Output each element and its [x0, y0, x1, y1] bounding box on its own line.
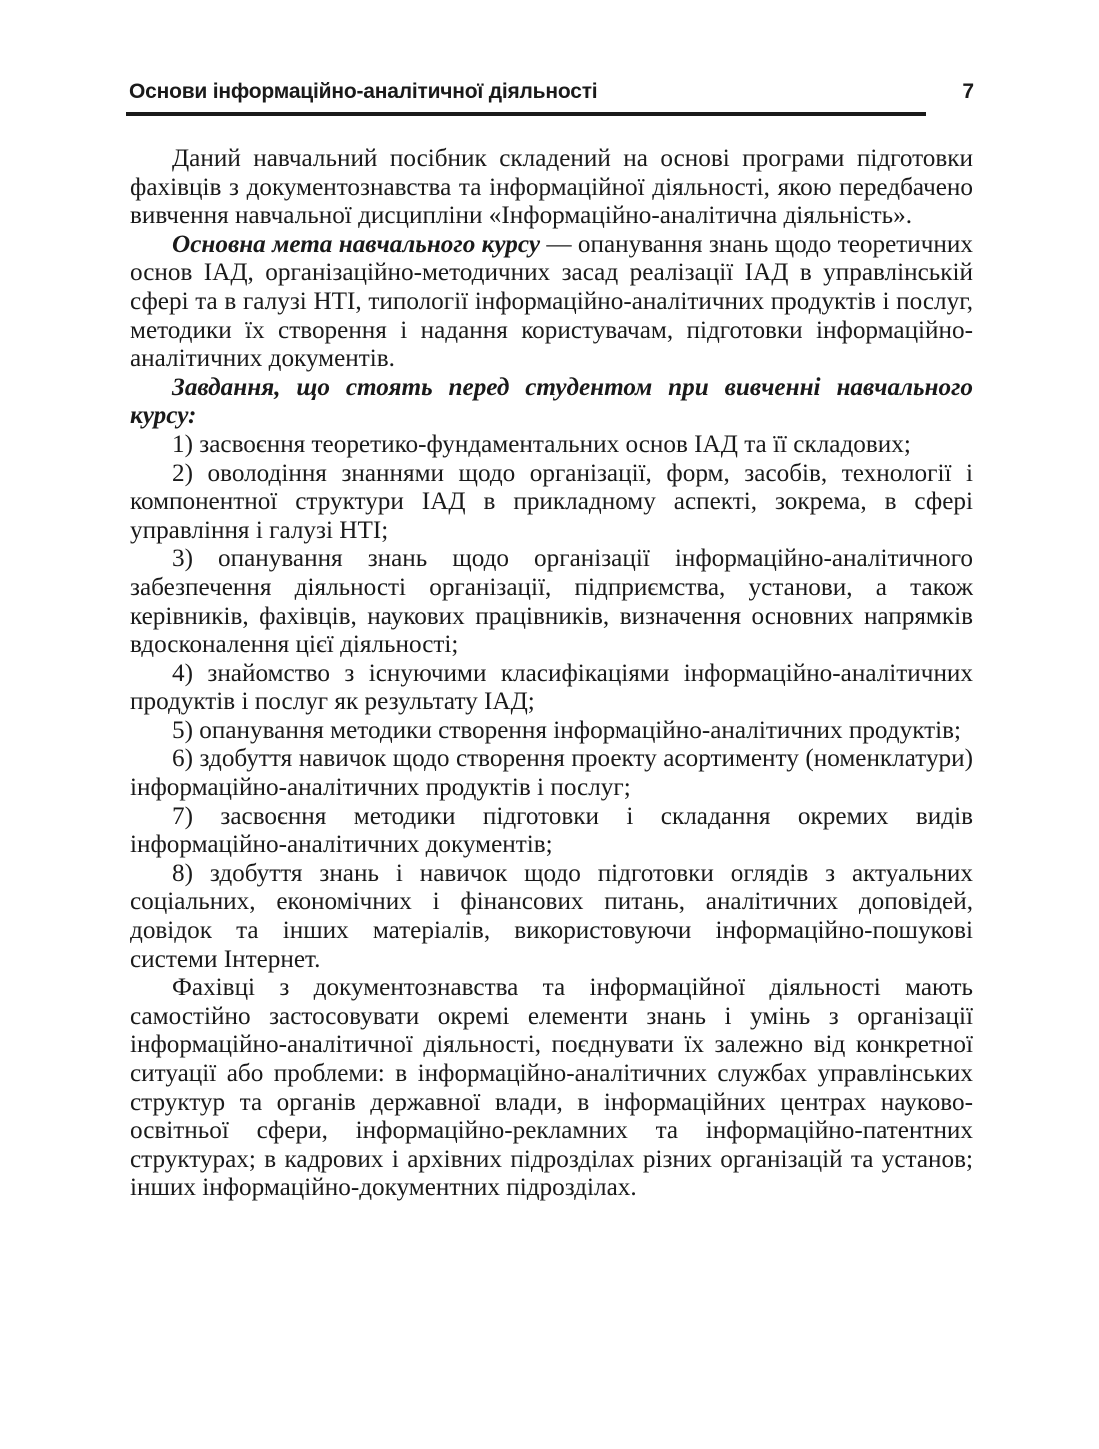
task-item-5: 5) опанування методики створення інформаційно-аналітичних продуктів; [172, 716, 962, 744]
task-item-6: 6) здобуття навичок щодо створення проекту асортименту (номенклатури) інформаційно-аналітичних продуктів і послуг; [130, 745, 973, 802]
task-item-2: 2) оволодіння знаннями щодо організації, форм, засобів, технології і компонентної структури ІАД в прикладному аспекті, зокрема, в сфері управління і галузі НТІ; [130, 459, 973, 544]
closing-paragraph: Фахівці з документознавства та інформаційної діяльності мають самостійно застосовувати окремі елементи знань і умінь з організації інформаційно-аналітичної діяльності, поєднувати їх залежно від конкретної ситуації або проблеми: в інформаційно-аналітичних службах управлінських структур та органів державної влади, в інформаційних центрах науково-освітньої сфери, інформаційно-рекламних та інформаційно-патентних структурах; в кадрових і архівних підрозділах різних організацій та установ; інших інформаційно-документних підрозділах. [130, 974, 973, 1202]
header-rule [126, 112, 926, 116]
goal-text: — опанування знань щодо теоретичних основ ІАД, організаційно-методичних засад реалізації ІАД в управлінській сфері та в галузі НТІ, типології інформаційно-аналітичних продуктів і послуг, методики їх створення і надання користувачам, підготовки інформаційно-аналітичних документів. [130, 230, 973, 373]
task-item-7: 7) засвоєння методики підготовки і складання окремих видів інформаційно-аналітичних документів; [130, 802, 973, 859]
task-item-1: 1) засвоєння теоретико-фундаментальних основ ІАД та її складових; [172, 430, 911, 458]
tasks-heading: Завдання, що стоять перед студентом при вивченні навчального курсу: [130, 373, 973, 430]
goal-paragraph [130, 231, 973, 374]
intro-paragraph: Даний навчальний посібник складений на основі програми підготовки фахівців з документознавства та інформаційної діяльності, якою передбачено вивчення навчальної дисципліни «Інформаційно-аналітична діяльність». [130, 145, 973, 230]
task-item-4: 4) знайомство з існуючими класифікаціями інформаційно-аналітичних продуктів і послуг як результату ІАД; [130, 659, 973, 716]
page-number: 7 [962, 80, 974, 103]
running-header-title: Основи інформаційно-аналітичної діяльності [129, 80, 598, 103]
goal-lead: Основна мета навчального курсу [172, 230, 541, 258]
task-item-8: 8) здобуття знань і навичок щодо підготовки оглядів з актуальних соціальних, економічних і фінансових питань, аналітичних доповідей, довідок та інших матеріалів, використовуючи інформаційно-пошукові системи Інтернет. [130, 859, 973, 973]
running-header [129, 80, 974, 114]
task-item-3: 3) опанування знань щодо організації інформаційно-аналітичного забезпечення діяльності організації, підприємства, установи, а також керівників, фахівців, наукових працівників, визначення основних напрямків вдосконалення цієї діяльності; [130, 545, 973, 659]
body-text [130, 145, 973, 1203]
